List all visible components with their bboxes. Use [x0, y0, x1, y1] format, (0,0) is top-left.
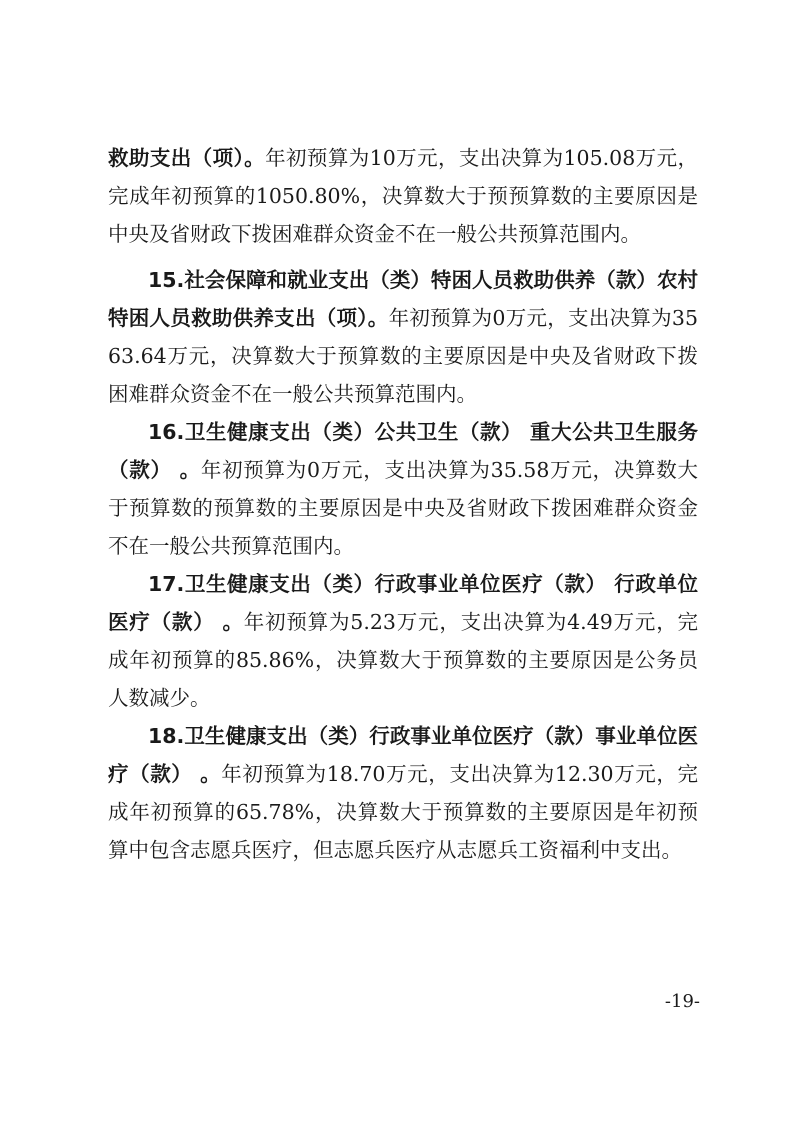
paragraph-heading: 16.卫生健康支出（类）公共卫生（款） 重大公共卫生服务（款） 。 [108, 420, 698, 482]
paragraph-heading: 15.社会保障和就业支出（类）特困人员救助供养（款）农村特困人员救助供养支出（项）。 [108, 268, 698, 330]
paragraph-18-public-institution-medical [108, 717, 698, 869]
paragraph-relief-expenditure [108, 139, 698, 253]
paragraph-body: 年初预算为0万元，支出决算为35.58万元，决算数大于预算数的预算数的主要原因是中央及省财政下拨困难群众资金不在一般公共预算范围内。 [108, 458, 699, 558]
paragraph-17-administrative-unit-medical [108, 565, 698, 717]
paragraph-heading: 17.卫生健康支出（类）行政事业单位医疗（款） 行政单位医疗（款） 。 [108, 572, 698, 634]
paragraph-16-public-health-services [108, 413, 698, 565]
paragraph-heading: 救助支出（项）。 [108, 146, 266, 170]
paragraph-body: 年初预算为5.23万元，支出决算为4.49万元，完成年初预算的85.86%，决算数大于预算数的主要原因是公务员人数减少。 [108, 610, 698, 710]
paragraph-body: 年初预算为18.70万元，支出决算为12.30万元，完成年初预算的65.78%，决算数大于预算数的主要原因是年初预算中包含志愿兵医疗，但志愿兵医疗从志愿兵工资福利中支出。 [108, 762, 699, 862]
page-number: -19- [664, 991, 700, 1012]
paragraph-body: 年初预算为0万元，支出决算为3563.64万元，决算数大于预算数的主要原因是中央及省财政下拨困难群众资金不在一般公共预算范围内。 [108, 306, 698, 406]
paragraph-body: 年初预算为10万元，支出决算为105.08万元，完成年初预算的1050.80%，决算数大于预预算数的主要原因是中央及省财政下拨困难群众资金不在一般公共预算范围内。 [108, 146, 698, 246]
paragraph-heading: 18.卫生健康支出（类）行政事业单位医疗（款）事业单位医疗（款） 。 [108, 724, 698, 786]
paragraph-15-special-hardship-support [108, 261, 698, 413]
